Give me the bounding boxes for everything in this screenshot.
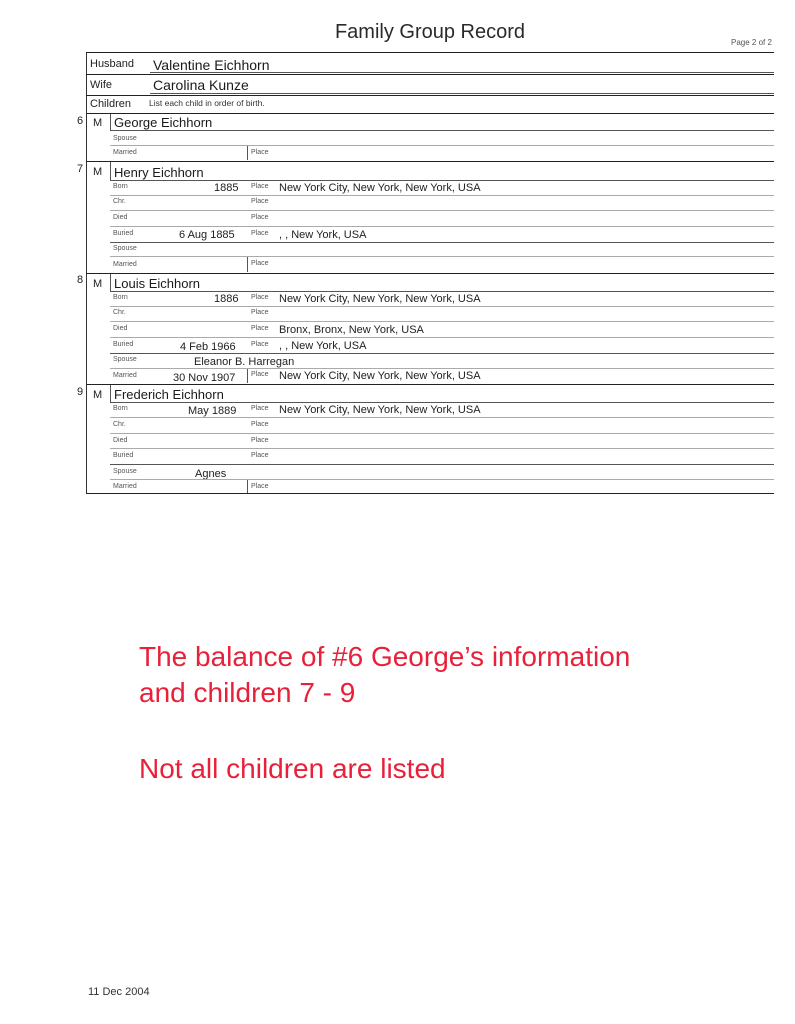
footer-date: 11 Dec 2004 — [88, 986, 150, 998]
child-8-died-place-label: Place — [251, 325, 269, 332]
child-8-buried-place: , , New York, USA — [279, 340, 367, 352]
child-7-married-place-label: Place — [251, 260, 269, 267]
child-6-married-label: Married — [113, 149, 137, 156]
child-9-died-place-label: Place — [251, 437, 269, 444]
child-7-spouse-label: Spouse — [113, 245, 137, 252]
child-7-buried-date: 6 Aug 1885 — [179, 229, 235, 241]
child-8-buried-place-label: Place — [251, 341, 269, 348]
child-9-buried-label: Buried — [113, 452, 134, 459]
child-9-born-place: New York City, New York, New York, USA — [279, 404, 481, 416]
child-7-died-place-label: Place — [251, 214, 269, 221]
child-9-chr-label: Chr. — [113, 421, 126, 428]
husband-name: Valentine Eichhorn — [153, 57, 270, 73]
child-8-died-place: Bronx, Bronx, New York, USA — [279, 324, 424, 336]
child-8-spouse-name: Eleanor B. Harregan — [194, 356, 295, 368]
note-line-2: and children 7 - 9 — [139, 677, 356, 708]
child-7-married-label: Married — [113, 261, 137, 268]
child-7-buried-place-label: Place — [251, 230, 269, 237]
child-6-name: George Eichhorn — [114, 115, 213, 130]
child-8-born-place-label: Place — [251, 294, 269, 301]
child-8-born-date: 1886 — [214, 293, 239, 305]
child-9-number: 9 — [77, 386, 84, 398]
wife-label: Wife — [90, 79, 112, 91]
child-6-sex: M — [93, 117, 103, 129]
child-9-married-label: Married — [113, 483, 137, 490]
child-8-chr-label: Chr. — [113, 309, 126, 316]
child-9-name: Frederich Eichhorn — [114, 387, 224, 402]
page-number: Page 2 of 2 — [731, 38, 772, 47]
child-8-spouse-label: Spouse — [113, 356, 137, 363]
child-8-born-place: New York City, New York, New York, USA — [279, 293, 481, 305]
child-7-chr-label: Chr. — [113, 198, 126, 205]
child-7-born-place: New York City, New York, New York, USA — [279, 182, 481, 194]
children-label: Children — [90, 98, 131, 110]
child-7-number: 7 — [77, 163, 84, 175]
children-instruction: List each child in order of birth. — [149, 98, 265, 108]
child-7-name: Henry Eichhorn — [114, 165, 204, 180]
family-group-form — [86, 52, 774, 494]
child-8-died-label: Died — [113, 325, 128, 332]
child-7-chr-place-label: Place — [251, 198, 269, 205]
child-8-married-date: 30 Nov 1907 — [173, 372, 236, 384]
wife-name: Carolina Kunze — [153, 77, 249, 93]
child-9-spouse-label: Spouse — [113, 468, 137, 475]
child-6-number: 6 — [77, 115, 84, 127]
child-6-spouse-label: Spouse — [113, 135, 137, 142]
child-8-sex: M — [93, 278, 103, 290]
child-9-born-place-label: Place — [251, 405, 269, 412]
child-8-married-place-label: Place — [251, 371, 269, 378]
child-8-buried-date: 4 Feb 1966 — [180, 341, 236, 353]
child-8-number: 8 — [77, 274, 84, 286]
child-8-married-label: Married — [113, 372, 137, 379]
child-6-married-place-label: Place — [251, 149, 269, 156]
child-7-sex: M — [93, 166, 103, 178]
child-9-sex: M — [93, 389, 103, 401]
child-8-chr-place-label: Place — [251, 309, 269, 316]
child-9-chr-place-label: Place — [251, 421, 269, 428]
husband-label: Husband — [90, 58, 135, 70]
child-9-born-label: Born — [113, 405, 128, 412]
child-8-married-place: New York City, New York, New York, USA — [279, 370, 481, 382]
child-7-born-date: 1885 — [214, 182, 239, 194]
child-8-buried-label: Buried — [113, 341, 134, 348]
page-title: Family Group Record — [334, 21, 526, 43]
child-7-buried-label: Buried — [113, 230, 134, 237]
child-7-born-place-label: Place — [251, 183, 269, 190]
child-7-buried-place: , , New York, USA — [279, 229, 367, 241]
child-7-died-label: Died — [113, 214, 128, 221]
note-line-3: Not all children are listed — [139, 753, 446, 784]
child-9-born-date: May 1889 — [188, 405, 237, 417]
child-7-born-label: Born — [113, 183, 128, 190]
child-9-died-label: Died — [113, 437, 128, 444]
note-line-1: The balance of #6 George’s information — [139, 641, 631, 672]
child-8-name: Louis Eichhorn — [114, 276, 200, 291]
child-9-buried-place-label: Place — [251, 452, 269, 459]
child-9-spouse-name: Agnes — [195, 468, 227, 480]
child-8-born-label: Born — [113, 294, 128, 301]
child-9-married-place-label: Place — [251, 483, 269, 490]
